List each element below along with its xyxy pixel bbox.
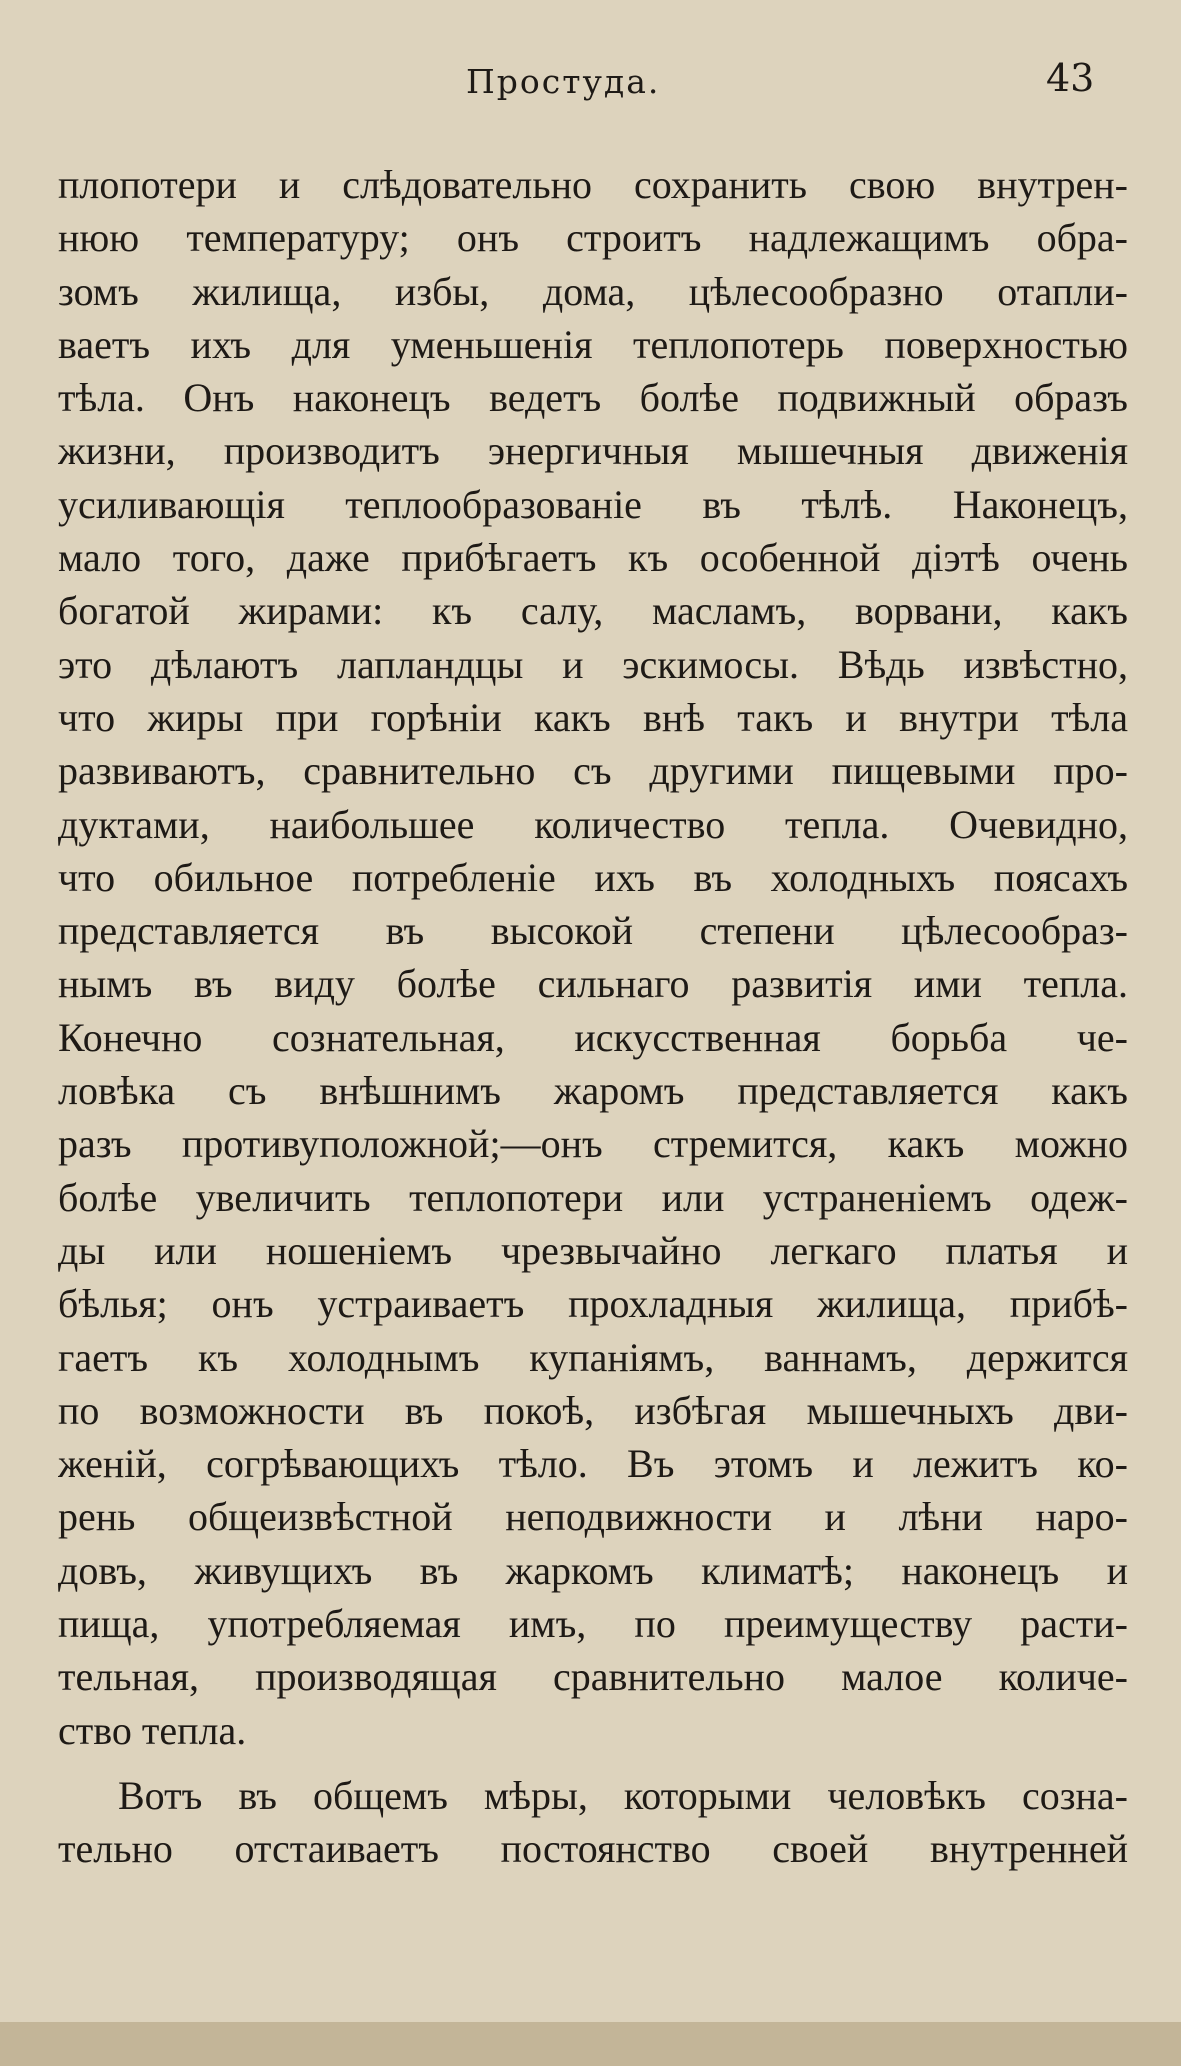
text-line: ловѣка съ внѣшнимъ жаромъ представляется какъ <box>58 1068 1128 1114</box>
text-line: тельная, производящая сравнительно малое количе- <box>58 1654 1128 1700</box>
page-edge <box>0 2022 1181 2066</box>
text-line: развиваютъ, сравнительно съ другими пищевыми про- <box>58 748 1128 794</box>
text-line: плопотери и слѣдовательно сохранить свою внутрен- <box>58 162 1128 207</box>
text-line: усиливающія теплообразованіе въ тѣлѣ. Наконецъ, <box>58 481 1128 527</box>
text-line: гаетъ къ холоднымъ купаніямъ, ваннамъ, держится <box>58 1334 1128 1380</box>
paragraph <box>58 1769 1128 1876</box>
text-line: ваетъ ихъ для уменьшенія теплопотерь поверхностью <box>58 321 1128 367</box>
text-line: зомъ жилища, избы, дома, цѣлесообразно отапли- <box>58 268 1128 314</box>
text-line: мало того, даже прибѣгаетъ къ особенной діэтѣ очень <box>58 535 1128 581</box>
text-line: жизни, производитъ энергичныя мышечныя движенія <box>58 428 1128 474</box>
text-line: дуктами, наибольшее количество тепла. Очевидно, <box>58 801 1128 847</box>
text-line: бѣлья; онъ устраиваетъ прохладныя жилища, прибѣ- <box>58 1281 1128 1327</box>
paragraph-gap <box>58 1757 1128 1769</box>
text-line: это дѣлаютъ лапландцы и эскимосы. Вѣдь извѣстно, <box>58 641 1128 687</box>
text-line: Вотъ въ общемъ мѣры, которыми человѣкъ созна- <box>118 1772 1128 1818</box>
text-line: нымъ въ виду болѣе сильнаго развитія ими тепла. <box>58 961 1128 1007</box>
text-line: рень общеизвѣстной неподвижности и лѣни наро- <box>58 1494 1128 1540</box>
text-line: тельно отстаиваетъ постоянство своей внутренней <box>58 1826 1128 1872</box>
text-line: болѣе увеличить теплопотери или устраненіемъ одеж- <box>58 1174 1128 1220</box>
text-line: ды или ношеніемъ чрезвычайно легкаго платья и <box>58 1227 1128 1273</box>
text-line: пища, употребляемая имъ, по преимуществу расти- <box>58 1601 1128 1647</box>
text-line: ство тепла. <box>58 1707 247 1753</box>
text-line: что жиры при горѣніи какъ внѣ такъ и внутри тѣла <box>58 694 1128 740</box>
text-line: богатой жирами: къ салу, масламъ, ворвани, какъ <box>58 588 1128 634</box>
text-line: нюю температуру; онъ строитъ надлежащимъ обра- <box>58 215 1128 261</box>
text-line: довъ, живущихъ въ жаркомъ климатѣ; наконецъ и <box>58 1547 1128 1593</box>
page-header <box>0 56 1181 112</box>
text-line: по возможности въ покоѣ, избѣгая мышечныхъ дви- <box>58 1387 1128 1433</box>
text-line: что обильное потребленіе ихъ въ холодныхъ поясахъ <box>58 854 1128 900</box>
paragraph <box>58 158 1128 1757</box>
body-text <box>58 158 1128 1876</box>
text-line: разъ противуположной;—онъ стремится, какъ можно <box>58 1121 1128 1167</box>
page-number: 43 <box>1046 56 1095 100</box>
text-line: представляется въ высокой степени цѣлесообраз- <box>58 908 1128 954</box>
text-line: Конечно сознательная, искусственная борьба че- <box>58 1014 1128 1060</box>
text-line: тѣла. Онъ наконецъ ведетъ болѣе подвижный образъ <box>58 375 1128 421</box>
text-line: женій, согрѣвающихъ тѣло. Въ этомъ и лежитъ ко- <box>58 1441 1128 1487</box>
running-title: Простуда. <box>466 62 661 101</box>
